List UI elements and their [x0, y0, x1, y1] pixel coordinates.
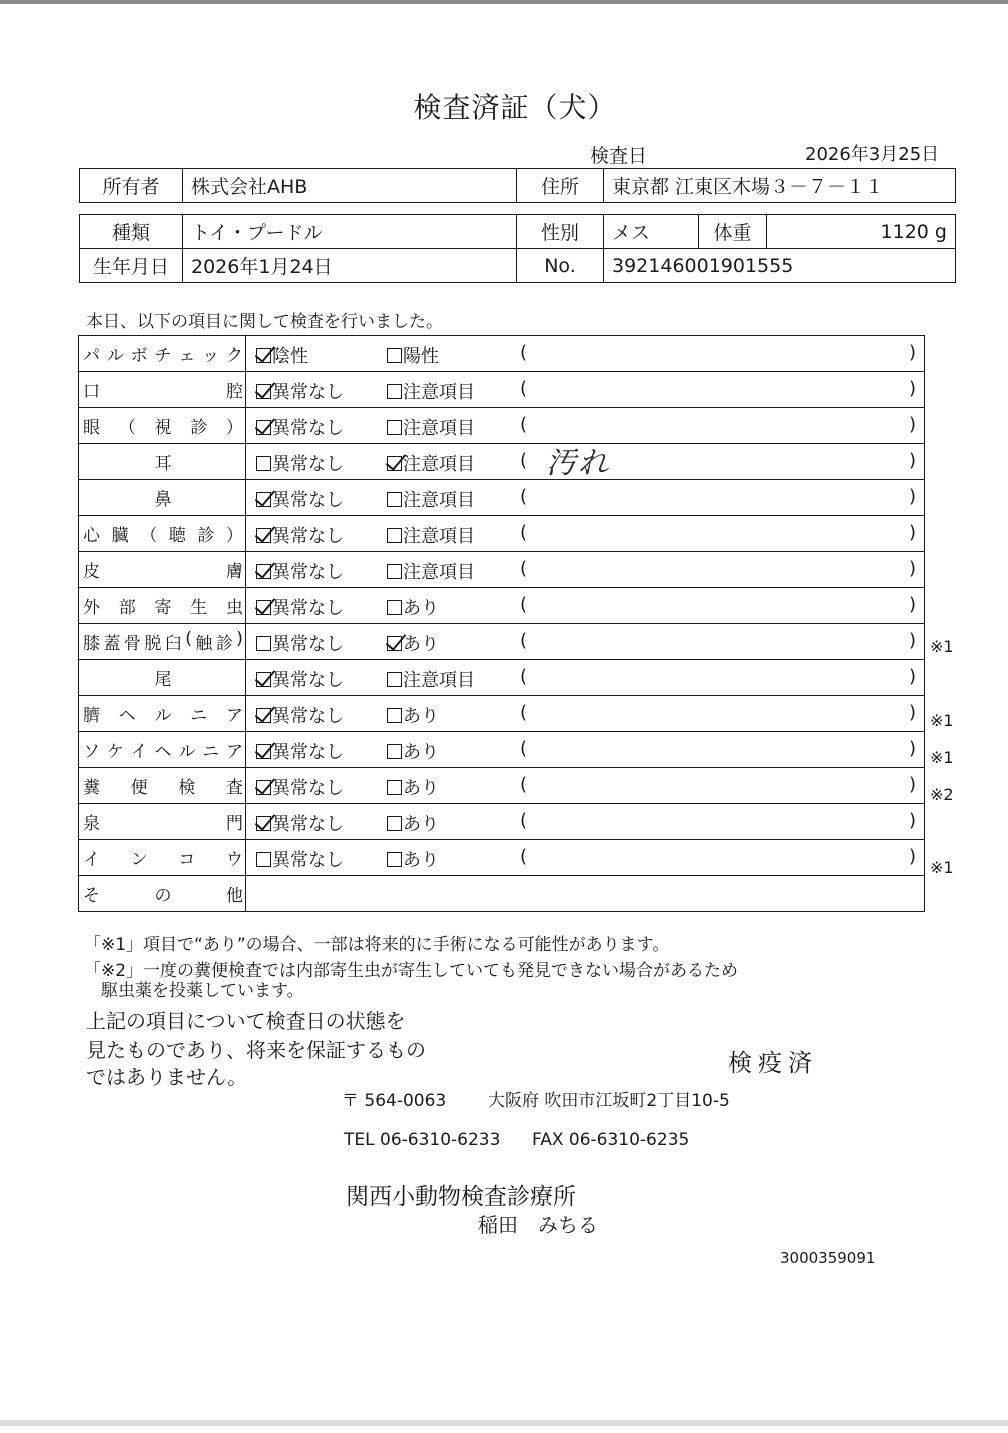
checked-checkbox-icon[interactable] [256, 564, 271, 579]
exam-option-label: 異常なし [272, 382, 344, 403]
exam-item-label [79, 336, 246, 372]
exam-result-cell [246, 660, 925, 696]
paren-close: ) [908, 702, 916, 723]
owner-table [79, 168, 956, 203]
exam-row [79, 768, 925, 804]
exam-result-cell [246, 516, 925, 552]
exam-row [79, 660, 925, 696]
checked-checkbox-icon[interactable] [256, 384, 271, 399]
exam-item-label [79, 768, 246, 804]
exam-option-label: 異常なし [272, 562, 344, 583]
disclaimer-line-3: ではありません。 [86, 1065, 248, 1089]
exam-item-label [79, 588, 246, 624]
exam-result-cell [246, 696, 925, 732]
checkbox-icon[interactable] [387, 420, 402, 435]
exam-result-cell [246, 768, 925, 804]
paren-open: ( [520, 558, 528, 579]
exam-row [79, 624, 925, 660]
exam-row [79, 552, 925, 588]
other-input[interactable] [246, 876, 925, 912]
checkbox-icon[interactable] [387, 528, 402, 543]
address-value: 東京都 江東区木場３－７－１１ [604, 169, 956, 203]
exam-option-2[interactable] [387, 558, 475, 584]
exam-option-2[interactable] [387, 450, 475, 476]
paren-close: ) [908, 414, 916, 435]
no-label: No. [517, 249, 604, 283]
exam-option-1[interactable] [256, 774, 344, 800]
exam-row [79, 408, 925, 444]
exam-table [78, 335, 925, 912]
exam-row-other [79, 876, 925, 912]
other-label: そ の 他 [79, 876, 246, 912]
exam-option-1[interactable] [256, 414, 344, 440]
exam-row [79, 336, 925, 372]
paren-open: ( [520, 846, 528, 867]
checked-checkbox-icon[interactable] [256, 708, 271, 723]
exam-option-label: 注意項目 [403, 670, 475, 691]
exam-option-label: 注意項目 [403, 382, 475, 403]
weight-label: 体重 [699, 215, 767, 249]
exam-option-label: あり [403, 814, 439, 835]
paren-open: ( [520, 774, 528, 795]
exam-item-label [79, 696, 246, 732]
exam-option-label: 注意項目 [403, 526, 475, 547]
bottom-border [0, 1420, 1008, 1426]
exam-option-label: 陽性 [403, 346, 439, 367]
exam-item-label [79, 516, 246, 552]
exam-option-2[interactable] [387, 846, 439, 872]
exam-item-text: パ ル ボ チ ェ ッ ク [83, 346, 243, 366]
clinic-fax: FAX 06-6310-6235 [532, 1130, 690, 1150]
exam-result-cell [246, 588, 925, 624]
checked-checkbox-icon[interactable] [256, 744, 271, 759]
exam-option-label: あり [403, 850, 439, 871]
footnote-mark: ※1 [930, 747, 954, 767]
exam-result-cell [246, 444, 925, 480]
breed-value: トイ・プードル [183, 215, 517, 249]
exam-option-label: 異常なし [272, 742, 344, 763]
exam-option-2[interactable] [387, 378, 475, 404]
checked-checkbox-icon[interactable] [256, 600, 271, 615]
exam-item-label [79, 624, 246, 660]
disclaimer-line-1: 上記の項目について検査日の状態を [86, 1009, 406, 1033]
quarantine-stamp: 検疫済 [728, 1049, 818, 1077]
exam-row [79, 480, 925, 516]
paren-open: ( [520, 378, 528, 399]
exam-option-label: 異常なし [272, 526, 344, 547]
exam-item-text: 眼 （ 視 診 ） [83, 418, 243, 438]
paren-open: ( [520, 486, 528, 507]
exam-item-label [79, 660, 246, 696]
sex-label: 性別 [517, 215, 604, 249]
owner-value: 株式会社AHB [183, 169, 517, 203]
exam-item-text: 尾 [154, 670, 172, 690]
owner-label: 所有者 [80, 169, 183, 203]
exam-option-label: 異常なし [272, 598, 344, 619]
checkbox-icon[interactable] [387, 816, 402, 831]
exam-option-label: 異常なし [272, 778, 344, 799]
checkbox-icon[interactable] [256, 636, 271, 651]
exam-result-cell [246, 480, 925, 516]
exam-option-1[interactable] [256, 486, 344, 512]
exam-item-text: ソ ケ イ ヘ ル ニ ア [83, 742, 243, 762]
checkbox-icon[interactable] [387, 348, 402, 363]
exam-option-label: あり [403, 742, 439, 763]
exam-row [79, 516, 925, 552]
footnote-1: 「※1」項目で“あり”の場合、一部は将来的に手術になる可能性があります。 [84, 935, 670, 955]
exam-item-text: 泉 門 [83, 814, 243, 834]
breed-label: 種類 [80, 215, 183, 249]
checkbox-icon[interactable] [387, 852, 402, 867]
exam-item-text: 糞 便 検 査 [83, 778, 243, 798]
exam-result-cell [246, 336, 925, 372]
exam-result-cell [246, 552, 925, 588]
exam-item-label [79, 840, 246, 876]
exam-option-2[interactable] [387, 774, 439, 800]
paren-open: ( [520, 810, 528, 831]
exam-option-label: 異常なし [272, 814, 344, 835]
paren-open: ( [520, 414, 528, 435]
exam-option-1[interactable] [256, 702, 344, 728]
no-value: 392146001901555 [604, 249, 956, 283]
exam-option-2[interactable] [387, 630, 439, 656]
paren-open: ( [520, 702, 528, 723]
exam-option-1[interactable] [256, 594, 344, 620]
clinic-name: 関西小動物検査診療所 [346, 1184, 576, 1210]
exam-item-text: 膝 蓋 骨 脱 臼 ( 触 診 ) [83, 629, 243, 654]
exam-option-label: 異常なし [272, 634, 344, 655]
checkbox-icon[interactable] [387, 672, 402, 687]
footnote-mark: ※1 [930, 711, 954, 730]
exam-option-label: あり [403, 706, 439, 727]
checkbox-icon[interactable] [387, 600, 402, 615]
exam-option-1[interactable] [256, 630, 344, 656]
paren-close: ) [908, 486, 916, 507]
paren-close: ) [908, 450, 916, 471]
certificate-title: 検査済証（犬） [413, 91, 617, 124]
disclaimer-line-2: 見たものであり、将来を保証するもの [86, 1038, 426, 1062]
exam-option-label: 注意項目 [403, 418, 475, 439]
paren-close: ) [908, 630, 916, 651]
exam-item-text: 外 部 寄 生 虫 [83, 598, 243, 618]
exam-item-text: 皮 膚 [83, 562, 243, 582]
exam-date-value: 2026年3月25日 [805, 144, 940, 165]
exam-option-2[interactable] [387, 666, 475, 692]
exam-item-text: 鼻 [154, 490, 172, 510]
exam-item-text: 口 腔 [83, 382, 243, 402]
checkbox-icon[interactable] [387, 744, 402, 759]
paren-close: ) [908, 774, 916, 795]
exam-item-label [79, 480, 246, 516]
exam-item-label [79, 552, 246, 588]
exam-option-1[interactable] [256, 558, 344, 584]
checked-checkbox-icon[interactable] [256, 528, 271, 543]
exam-item-text: 耳 [154, 454, 172, 474]
paren-close: ) [908, 810, 916, 831]
exam-item-label [79, 408, 246, 444]
checkbox-icon[interactable] [387, 780, 402, 795]
exam-date-label: 検査日 [590, 145, 648, 167]
paren-open: ( [520, 738, 528, 759]
exam-option-1[interactable] [256, 666, 344, 692]
weight-value: 1120 g [767, 215, 956, 249]
checked-checkbox-icon[interactable] [387, 456, 402, 471]
paren-close: ) [908, 342, 916, 363]
exam-item-text: 心 臓 （ 聴 診 ） [83, 526, 243, 546]
paren-open: ( [520, 342, 528, 363]
checked-checkbox-icon[interactable] [256, 492, 271, 507]
exam-option-label: 異常なし [272, 454, 344, 475]
exam-result-cell [246, 372, 925, 408]
exam-option-2[interactable] [387, 486, 475, 512]
exam-option-1[interactable] [256, 378, 344, 404]
exam-item-label [79, 372, 246, 408]
exam-option-label: 異常なし [272, 706, 344, 727]
exam-option-label: 注意項目 [403, 490, 475, 511]
clinic-postal: 〒 564-0063 [342, 1091, 447, 1111]
exam-option-2[interactable] [387, 342, 439, 368]
footnote-2: 「※2」一度の糞便検査では内部寄生虫が寄生していても発見できない場合があるため [84, 961, 739, 981]
paren-open: ( [520, 666, 528, 687]
paren-open: ( [520, 450, 528, 471]
document-number: 3000359091 [780, 1249, 876, 1267]
exam-option-1[interactable] [256, 342, 308, 368]
exam-option-2[interactable] [387, 522, 475, 548]
exam-option-2[interactable] [387, 810, 439, 836]
clinic-tel: TEL 06-6310-6233 [344, 1130, 501, 1150]
checked-checkbox-icon[interactable] [256, 780, 271, 795]
exam-option-label: 陰性 [272, 346, 308, 367]
vet-name: 稲田 みちる [478, 1213, 598, 1237]
sex-value: メス [604, 215, 699, 249]
checked-checkbox-icon[interactable] [387, 636, 402, 651]
exam-row [79, 732, 925, 768]
footnote-mark: ※1 [930, 637, 954, 657]
paren-open: ( [520, 594, 528, 615]
footnote-3: 駆虫薬を投薬しています。 [84, 981, 304, 1001]
paren-close: ) [908, 666, 916, 687]
exam-option-label: あり [403, 598, 439, 619]
exam-option-label: あり [403, 778, 439, 799]
exam-item-label [79, 732, 246, 768]
checkbox-icon[interactable] [387, 384, 402, 399]
exam-result-cell [246, 732, 925, 768]
exam-option-label: 異常なし [272, 850, 344, 871]
paren-close: ) [908, 846, 916, 867]
exam-item-text: イ ン コ ウ [83, 850, 243, 870]
exam-row [79, 804, 925, 840]
paren-open: ( [520, 630, 528, 651]
exam-result-cell [246, 624, 925, 660]
exam-item-label [79, 804, 246, 840]
handwritten-note: 汚れ [546, 446, 610, 481]
footnote-mark: ※2 [930, 784, 954, 804]
paren-close: ) [908, 594, 916, 615]
checked-checkbox-icon[interactable] [256, 672, 271, 687]
checked-checkbox-icon[interactable] [256, 420, 271, 435]
exam-option-label: 異常なし [272, 418, 344, 439]
top-border [0, 0, 1008, 4]
exam-result-cell [246, 804, 925, 840]
exam-option-1[interactable] [256, 450, 344, 476]
exam-option-2[interactable] [387, 702, 439, 728]
exam-row [79, 840, 925, 876]
exam-option-label: 注意項目 [403, 454, 475, 475]
exam-option-label: 注意項目 [403, 562, 475, 583]
exam-row [79, 372, 925, 408]
exam-option-1[interactable] [256, 810, 344, 836]
checkbox-icon[interactable] [256, 852, 271, 867]
paren-close: ) [908, 522, 916, 543]
exam-item-text: 臍 ヘ ル ニ ア [83, 706, 243, 726]
paren-close: ) [908, 558, 916, 579]
birth-label: 生年月日 [80, 249, 183, 283]
exam-item-label [79, 444, 246, 480]
exam-row [79, 696, 925, 732]
checkbox-icon[interactable] [387, 708, 402, 723]
address-label: 住所 [517, 169, 604, 203]
exam-option-2[interactable] [387, 738, 439, 764]
exam-row [79, 588, 925, 624]
checkbox-icon[interactable] [387, 492, 402, 507]
paren-close: ) [908, 738, 916, 759]
exam-option-label: 異常なし [272, 490, 344, 511]
footnote-mark: ※1 [930, 858, 954, 878]
paren-open: ( [520, 522, 528, 543]
exam-option-label: 異常なし [272, 670, 344, 691]
exam-result-cell [246, 840, 925, 876]
exam-option-1[interactable] [256, 738, 344, 764]
checked-checkbox-icon[interactable] [256, 816, 271, 831]
intro-text: 本日、以下の項目に関して検査を行いました。 [86, 312, 443, 332]
exam-row [79, 444, 925, 480]
checkbox-icon[interactable] [387, 564, 402, 579]
checkbox-icon[interactable] [256, 456, 271, 471]
animal-table [79, 214, 956, 283]
exam-option-2[interactable] [387, 414, 475, 440]
exam-option-2[interactable] [387, 594, 439, 620]
checked-checkbox-icon[interactable] [256, 348, 271, 363]
clinic-address: 大阪府 吹田市江坂町2丁目10-5 [488, 1091, 730, 1111]
exam-option-1[interactable] [256, 522, 344, 548]
exam-option-label: あり [403, 634, 439, 655]
paren-close: ) [908, 378, 916, 399]
exam-option-1[interactable] [256, 846, 344, 872]
birth-value: 2026年1月24日 [183, 249, 517, 283]
